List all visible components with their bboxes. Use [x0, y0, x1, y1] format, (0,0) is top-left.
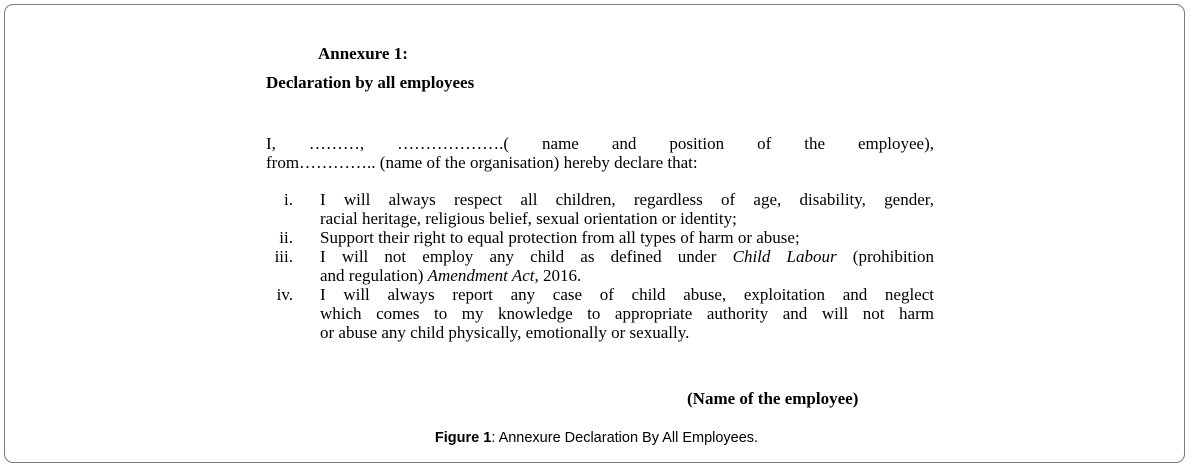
list-item-text: I will always respect all children, regardless of age, disability, gender,	[320, 190, 934, 209]
list-item-text: and regulation) Amendment Act, 2016.	[320, 266, 582, 285]
list-item-text: which comes to my knowledge to appropriate authority and will not harm	[320, 304, 934, 323]
figure-caption	[0, 430, 1193, 446]
list-item	[266, 247, 934, 285]
signature-label: (Name of the employee)	[687, 389, 859, 408]
intro-line-1: I, ………, ……………….( name and position of the employee),	[266, 134, 934, 153]
list-item-number: iii.	[274, 247, 293, 266]
act-name-italic: Child Labour	[732, 247, 837, 266]
declaration-list	[266, 190, 934, 342]
list-item-text: or abuse any child physically, emotionally or sexually.	[320, 323, 690, 342]
list-item-number: iv.	[276, 285, 293, 304]
figure-caption-label: Figure 1	[434, 430, 492, 446]
act-name-italic: Amendment Act	[427, 266, 535, 285]
annexure-title: Annexure 1:	[318, 44, 408, 63]
list-item-text: I will always report any case of child abuse, exploitation and neglect	[320, 285, 934, 304]
list-item	[266, 190, 934, 228]
figure-caption-text: : Annexure Declaration By All Employees.	[491, 430, 759, 446]
list-item-text: I will not employ any child as defined under Child Labour (prohibition	[320, 247, 934, 266]
intro-line-2: from………….. (name of the organisation) hereby declare that:	[266, 153, 698, 172]
declaration-title: Declaration by all employees	[266, 73, 475, 92]
list-item-text: Support their right to equal protection from all types of harm or abuse;	[320, 228, 800, 247]
list-item-text: racial heritage, religious belief, sexual orientation or identity;	[320, 209, 737, 228]
list-item	[266, 285, 934, 342]
list-item-number: ii.	[279, 228, 293, 247]
list-item	[266, 228, 934, 247]
list-item-number: i.	[284, 190, 293, 209]
